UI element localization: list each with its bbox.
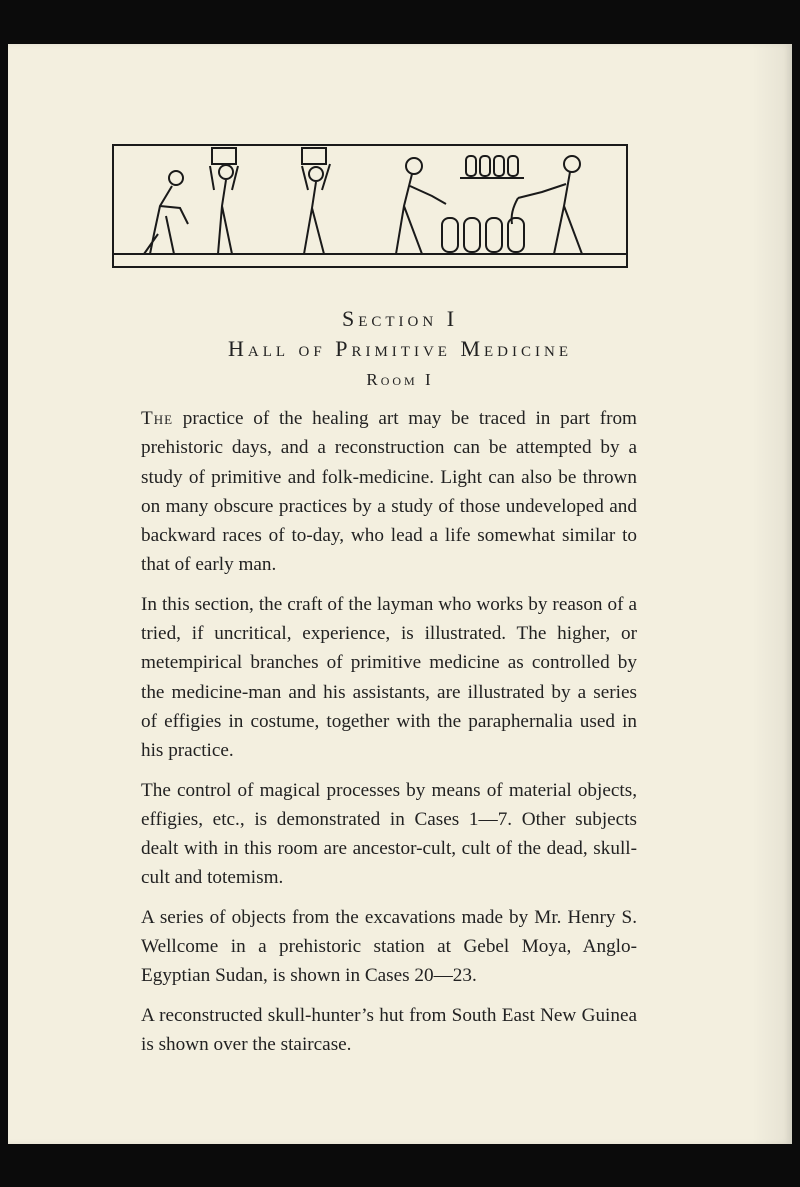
section-heading: Section I	[341, 306, 459, 331]
body-text	[141, 404, 637, 1069]
hall-heading: Hall of Primitive Medicine	[228, 336, 572, 361]
paragraph-text: practice of the healing art may be traced in part from prehistoric days, and a reconstruction can be attempted by a study of primitive and folk-medicine. Light can also be thrown on many obscure practices by a study of those undeveloped and backward races of to-day, who lead a life somewhat similar to that of early man.	[141, 408, 637, 576]
paragraph-2: In this section, the craft of the layman who works by reason of a tried, if uncritical, experience, is illustrated. The higher, or metempirical branches of primitive medicine as controlled by the medicine-man and his assistants, are illustrated by a series of effigies in costume, together with the paraphernalia used in his practice.	[141, 593, 637, 762]
frieze-figures-drawing	[114, 146, 626, 266]
book-page	[8, 44, 792, 1144]
page-edge-shadow	[752, 44, 792, 1144]
egyptian-frieze-illustration	[112, 144, 628, 268]
paragraph-5: A reconstructed skull-hunter’s hut from South East New Guinea is shown over the staircase.	[141, 1004, 637, 1055]
paragraph-1	[141, 404, 637, 580]
paragraph-4: A series of objects from the excavations made by Mr. Henry S. Wellcome in a prehistoric station at Gebel Moya, Anglo-Egyptian Sudan, is shown in Cases 20—23.	[141, 906, 637, 987]
paragraph-lead-word: The	[141, 408, 174, 429]
paragraph-3: The control of magical processes by means of material objects, effigies, etc., is demonstrated in Cases 1—7. Other subjects dealt with in this room are ancestor-cult, cult of the dead, skull-cult and totemism.	[141, 779, 637, 889]
room-heading: Room I	[366, 370, 434, 389]
